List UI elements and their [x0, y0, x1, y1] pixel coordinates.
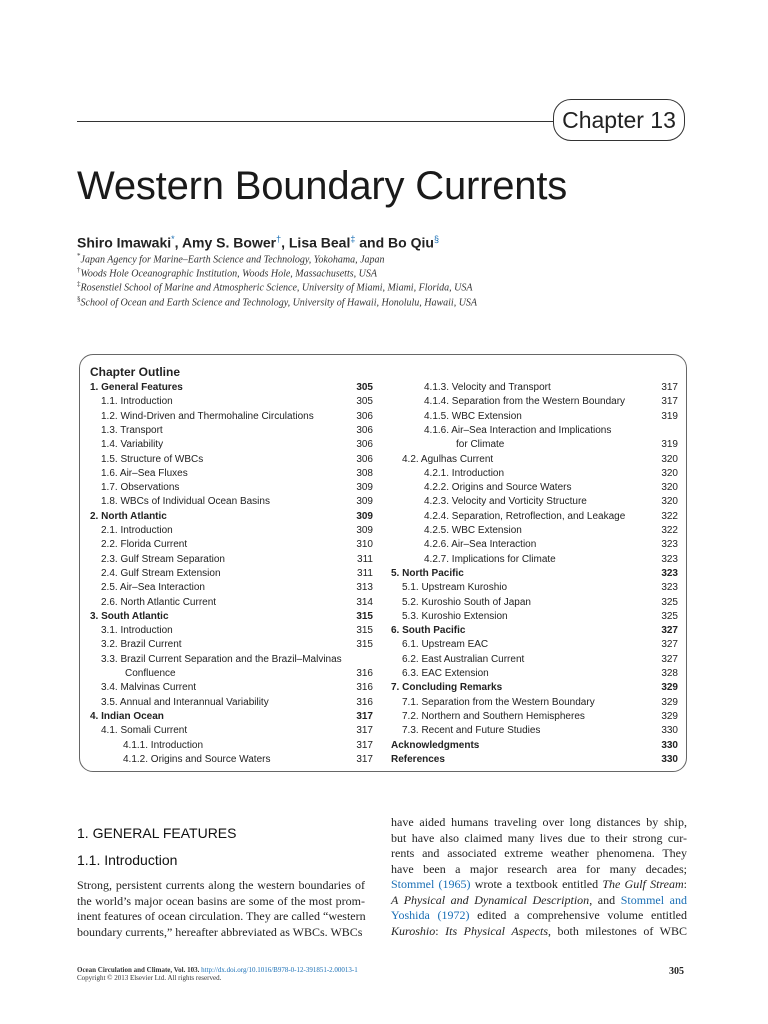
outline-entry-page: 316 — [356, 682, 373, 694]
outline-subsection-entry[interactable] — [391, 538, 678, 552]
outline-subsection-entry[interactable] — [90, 596, 373, 610]
outline-entry-label: 1.2. Wind-Driven and Thermohaline Circulations — [101, 410, 314, 422]
outline-subsection-entry[interactable] — [391, 710, 678, 724]
outline-entry-page: 314 — [356, 596, 373, 608]
outline-subsection-entry[interactable] — [90, 467, 373, 481]
book-title: Its Physical Aspects — [445, 923, 548, 938]
outline-section-entry[interactable] — [90, 610, 373, 624]
outline-subsection-entry[interactable] — [90, 538, 373, 552]
outline-entry-page: 323 — [661, 539, 678, 551]
author-name: Shiro Imawaki — [77, 234, 172, 251]
outline-entry-label: 7. Concluding Remarks — [391, 682, 503, 694]
outline-subsection-entry[interactable] — [90, 667, 373, 681]
outline-entry-label: 1.1. Introduction — [101, 396, 173, 408]
outline-entry-page: 328 — [661, 668, 678, 679]
chapter-label: Chapter 13 — [553, 99, 685, 141]
outline-entry-label: 2.4. Gulf Stream Extension — [101, 567, 221, 579]
outline-entry-label: 1. General Features — [90, 382, 183, 393]
affiliation: ‡Rosenstiel School of Marine and Atmospheric Science, University of Miami, Miami, Florida, USA — [77, 280, 473, 294]
body-line: have been a major research area for many decades; — [391, 861, 687, 876]
outline-entry-label: 2.5. Air–Sea Interaction — [101, 582, 205, 594]
body-line: inent features of ocean circulation. They are called “western — [77, 909, 366, 923]
outline-subsection-entry[interactable] — [391, 395, 678, 409]
outline-entry-label: 1.8. WBCs of Individual Ocean Basins — [101, 496, 270, 508]
outline-subsection-entry[interactable] — [90, 495, 373, 509]
outline-subsection-entry[interactable] — [90, 524, 373, 538]
outline-subsection-entry[interactable] — [391, 524, 678, 538]
outline-entry-page: 330 — [661, 753, 678, 765]
outline-subsection-entry[interactable] — [391, 724, 678, 738]
citation-link[interactable]: Yoshida (1972) — [391, 908, 470, 922]
outline-entry-label: 4.2.2. Origins and Source Waters — [424, 482, 572, 494]
page-number: 305 — [669, 966, 684, 977]
affiliation: §School of Ocean and Earth Science and Technology, University of Hawaii, Honolulu, Hawaii, USA — [77, 295, 478, 309]
chapter-outline-title: Chapter Outline — [90, 365, 181, 379]
outline-entry-page: 315 — [356, 610, 373, 622]
body-line: Yoshida (1972) edited a comprehensive volume entitled — [391, 908, 687, 922]
outline-entry-page: 325 — [661, 610, 678, 622]
outline-entry-label: 4.2. Agulhas Current — [402, 453, 494, 465]
outline-subsection-entry[interactable] — [90, 638, 373, 652]
outline-entry-page: 313 — [356, 582, 373, 594]
outline-entry-page: 329 — [661, 710, 678, 722]
outline-subsection-entry[interactable] — [391, 553, 678, 567]
outline-subsection-entry[interactable] — [391, 653, 678, 667]
body-line: rents and associated extreme weather phenomena. They — [391, 846, 687, 860]
body-line: Strong, persistent currents along the western boundaries of — [77, 878, 365, 892]
outline-entry-label: 2.2. Florida Current — [101, 539, 188, 551]
outline-subsection-entry[interactable] — [391, 481, 678, 495]
outline-subsection-entry[interactable] — [90, 481, 373, 495]
outline-entry-label: 4.1.5. WBC Extension — [424, 410, 522, 422]
outline-entry-label: 3. South Atlantic — [90, 610, 169, 622]
author-mark[interactable]: † — [276, 234, 282, 244]
subsection-heading: 1.1. Introduction — [77, 852, 178, 868]
outline-entry-page: 306 — [356, 439, 373, 451]
outline-subsection-entry[interactable] — [90, 681, 373, 695]
outline-entry-page: 311 — [357, 553, 373, 565]
outline-subsection-entry[interactable] — [391, 596, 678, 610]
outline-entry-label: 3.1. Introduction — [101, 625, 173, 637]
outline-entry-page: 305 — [356, 396, 373, 408]
outline-left-column — [90, 381, 373, 771]
book-title: Kuroshio — [391, 923, 436, 938]
outline-subsection-entry[interactable] — [391, 696, 678, 710]
author-mark[interactable]: ‡ — [350, 234, 356, 244]
outline-subsection-entry[interactable] — [90, 739, 373, 753]
journal-citation: Ocean Circulation and Climate, Vol. 103. — [77, 966, 200, 974]
outline-entry-page: 325 — [661, 596, 678, 608]
outline-entry-page: 323 — [661, 567, 678, 579]
outline-section-entry[interactable] — [90, 381, 373, 395]
outline-right-column — [391, 381, 678, 771]
outline-subsection-entry[interactable] — [90, 424, 373, 438]
outline-entry-label: 2.6. North Atlantic Current — [101, 596, 217, 608]
outline-entry-page: 317 — [356, 739, 373, 751]
outline-entry-label: 7.1. Separation from the Western Boundary — [402, 696, 595, 708]
outline-entry-label: 4.2.4. Separation, Retroflection, and Leakage — [424, 510, 626, 522]
outline-subsection-entry[interactable] — [391, 638, 678, 652]
outline-entry-label: 6.2. East Australian Current — [402, 653, 525, 665]
page-footer — [77, 966, 358, 982]
outline-subsection-entry[interactable] — [391, 438, 678, 452]
outline-subsection-entry[interactable] — [90, 624, 373, 638]
outline-entry-page: 306 — [356, 453, 373, 465]
body-line: the world’s major ocean basins are some of the most prom- — [77, 893, 365, 908]
outline-entry-label: 4.1.1. Introduction — [123, 739, 204, 751]
outline-section-entry[interactable] — [391, 739, 678, 753]
citation-link[interactable]: Stommel (1965) — [391, 877, 471, 891]
section-heading: 1. GENERAL FEATURES — [77, 825, 237, 841]
outline-entry-page: 323 — [661, 553, 678, 565]
outline-entry-page: 309 — [356, 496, 373, 508]
outline-entry-label: 4.1.2. Origins and Source Waters — [123, 753, 271, 765]
outline-entry-page: 320 — [661, 453, 678, 465]
outline-subsection-entry[interactable] — [391, 467, 678, 481]
outline-entry-page: 305 — [356, 382, 373, 393]
doi-link[interactable]: http://dx.doi.org/10.1016/B978-0-12-391851-2.00013-1 — [201, 966, 358, 974]
outline-entry-page: 317 — [356, 725, 373, 737]
outline-entry-page: 306 — [356, 410, 373, 422]
outline-entry-label: References — [391, 753, 445, 765]
body-line: A Physical and Dynamical Description, and Stommel and — [391, 892, 688, 907]
outline-entry-page: 308 — [356, 467, 373, 479]
body-line: have aided humans traveling over long distances by ship, — [391, 815, 687, 829]
body-line: Kuroshio: Its Physical Aspects, both milestones of WBC — [391, 923, 687, 938]
outline-subsection-entry[interactable] — [391, 581, 678, 595]
outline-entry-label: Confluence — [125, 668, 176, 679]
outline-entry-page: 309 — [356, 482, 373, 494]
outline-entry-label: 5.2. Kuroshio South of Japan — [402, 596, 531, 608]
outline-entry-label: 4.2.7. Implications for Climate — [424, 553, 556, 565]
chapter-title: Western Boundary Currents — [77, 164, 568, 208]
outline-entry-page: 329 — [661, 696, 678, 708]
outline-entry-page: 306 — [356, 424, 373, 436]
outline-subsection-entry[interactable] — [90, 653, 373, 667]
outline-entry-label: 3.3. Brazil Current Separation and the Brazil–Malvinas — [101, 653, 342, 665]
outline-subsection-entry[interactable] — [90, 453, 373, 467]
outline-section-entry[interactable] — [391, 567, 678, 581]
outline-entry-page: 320 — [661, 496, 678, 508]
outline-subsection-entry[interactable] — [391, 667, 678, 681]
outline-entry-page: 309 — [356, 525, 373, 536]
outline-subsection-entry[interactable] — [391, 453, 678, 467]
author-name: Lisa Beal — [288, 234, 351, 251]
outline-entry-label: 2. North Atlantic — [90, 510, 167, 522]
body-left-column — [77, 878, 365, 940]
citation-link[interactable]: Stommel and — [620, 892, 688, 907]
outline-entry-page: 319 — [661, 410, 678, 422]
outline-entry-label: 6.3. EAC Extension — [402, 668, 489, 679]
book-title: A Physical and Dynamical Description — [391, 892, 590, 907]
book-title: The Gulf Stream — [602, 877, 684, 891]
outline-entry-label: 3.4. Malvinas Current — [101, 682, 197, 694]
outline-entry-page: 320 — [661, 467, 678, 479]
outline-entry-label: 4.1.4. Separation from the Western Boundary — [424, 396, 626, 408]
outline-subsection-entry[interactable] — [90, 553, 373, 567]
body-line: boundary currents,” hereafter abbreviated as WBCs. WBCs — [77, 924, 363, 939]
outline-subsection-entry[interactable] — [391, 510, 678, 524]
outline-subsection-entry[interactable] — [90, 410, 373, 424]
body-line: but have also claimed many lives due to their strong cur- — [391, 830, 687, 845]
affiliation: *Japan Agency for Marine–Earth Science and Technology, Yokohama, Japan — [77, 252, 385, 266]
outline-entry-page: 330 — [661, 725, 678, 737]
outline-entry-label: 4.2.3. Velocity and Vorticity Structure — [424, 496, 587, 508]
outline-entry-label: 1.5. Structure of WBCs — [101, 453, 204, 465]
outline-subsection-entry[interactable] — [90, 696, 373, 710]
outline-entry-label: 4.2.1. Introduction — [424, 467, 505, 479]
outline-entry-page: 309 — [356, 510, 373, 522]
outline-subsection-entry[interactable] — [90, 395, 373, 409]
outline-entry-label: 7.2. Northern and Southern Hemispheres — [402, 710, 585, 722]
outline-subsection-entry[interactable] — [90, 438, 373, 452]
author-mark[interactable]: * — [171, 234, 175, 244]
outline-entry-page: 323 — [661, 582, 678, 594]
author-list: Shiro Imawaki*, Amy S. Bower†, Lisa Beal‡ and Bo Qiu§ — [77, 234, 439, 251]
outline-entry-label: 5.3. Kuroshio Extension — [402, 610, 508, 622]
outline-entry-label: 1.3. Transport — [101, 424, 163, 436]
author-name: Amy S. Bower — [181, 234, 277, 251]
outline-entry-label: 1.7. Observations — [101, 482, 180, 494]
outline-entry-page: 315 — [356, 625, 373, 637]
outline-entry-label: 3.5. Annual and Interannual Variability — [101, 696, 269, 708]
outline-subsection-entry[interactable] — [391, 410, 678, 424]
body-line: Stommel (1965) wrote a textbook entitled The Gulf Stream: — [391, 877, 688, 891]
outline-subsection-entry[interactable] — [391, 495, 678, 509]
outline-entry-page: 322 — [661, 510, 678, 522]
outline-subsection-entry[interactable] — [90, 753, 373, 767]
outline-entry-page: 311 — [357, 567, 373, 579]
outline-section-entry[interactable] — [90, 710, 373, 724]
outline-entry-label: 6. South Pacific — [391, 625, 466, 637]
outline-entry-page: 316 — [356, 696, 373, 708]
outline-entry-label: 1.4. Variability — [101, 439, 164, 451]
outline-entry-label: 2.3. Gulf Stream Separation — [101, 553, 225, 565]
author-name: Bo Qiu — [388, 234, 434, 251]
outline-entry-page: 329 — [661, 682, 678, 694]
outline-section-entry[interactable] — [90, 510, 373, 524]
outline-entry-label: 7.3. Recent and Future Studies — [402, 725, 541, 737]
outline-entry-page: 330 — [661, 739, 678, 751]
chapter-header-rule — [77, 121, 553, 122]
outline-entry-label: 4. Indian Ocean — [90, 710, 164, 722]
outline-entry-label: 4.2.6. Air–Sea Interaction — [424, 539, 537, 551]
author-mark[interactable]: § — [433, 234, 439, 244]
outline-entry-page: 317 — [356, 710, 373, 722]
outline-entry-label: 1.6. Air–Sea Fluxes — [101, 467, 188, 479]
outline-subsection-entry[interactable] — [90, 724, 373, 738]
outline-entry-label: Acknowledgments — [391, 739, 480, 751]
outline-subsection-entry[interactable] — [90, 567, 373, 581]
outline-entry-label: 5. North Pacific — [391, 567, 464, 579]
outline-entry-page: 315 — [356, 639, 373, 651]
outline-entry-label: 6.1. Upstream EAC — [402, 639, 489, 651]
outline-entry-page: 316 — [356, 668, 373, 679]
outline-section-entry[interactable] — [391, 681, 678, 695]
outline-entry-label: 3.2. Brazil Current — [101, 639, 182, 651]
outline-entry-label: 2.1. Introduction — [101, 525, 173, 536]
outline-subsection-entry[interactable] — [391, 424, 678, 438]
outline-entry-label: for Climate — [456, 439, 505, 451]
outline-entry-page: 320 — [661, 482, 678, 494]
outline-entry-page: 327 — [661, 625, 678, 637]
affiliation: †Woods Hole Oceanographic Institution, Woods Hole, Massachusetts, USA — [77, 266, 377, 280]
outline-subsection-entry[interactable] — [391, 381, 678, 395]
body-right-column — [391, 815, 687, 939]
outline-entry-page: 327 — [661, 639, 678, 651]
outline-entry-page: 322 — [661, 525, 678, 536]
outline-subsection-entry[interactable] — [391, 610, 678, 624]
outline-entry-label: 5.1. Upstream Kuroshio — [402, 582, 508, 594]
outline-entry-label: 4.1.6. Air–Sea Interaction and Implications — [424, 424, 612, 436]
outline-entry-label: 4.1.3. Velocity and Transport — [424, 382, 551, 393]
outline-section-entry[interactable] — [391, 753, 678, 767]
outline-section-entry[interactable] — [391, 624, 678, 638]
outline-entry-page: 310 — [356, 539, 373, 551]
outline-entry-page: 317 — [661, 382, 678, 393]
outline-entry-label: 4.2.5. WBC Extension — [424, 525, 522, 536]
outline-entry-page: 319 — [661, 439, 678, 451]
outline-entry-page: 327 — [661, 653, 678, 665]
outline-entry-page: 317 — [661, 396, 678, 408]
outline-subsection-entry[interactable] — [90, 581, 373, 595]
copyright-notice: Copyright © 2013 Elsevier Ltd. All rights reserved. — [77, 974, 222, 982]
outline-entry-page: 317 — [356, 753, 373, 765]
outline-entry-label: 4.1. Somali Current — [101, 725, 188, 737]
